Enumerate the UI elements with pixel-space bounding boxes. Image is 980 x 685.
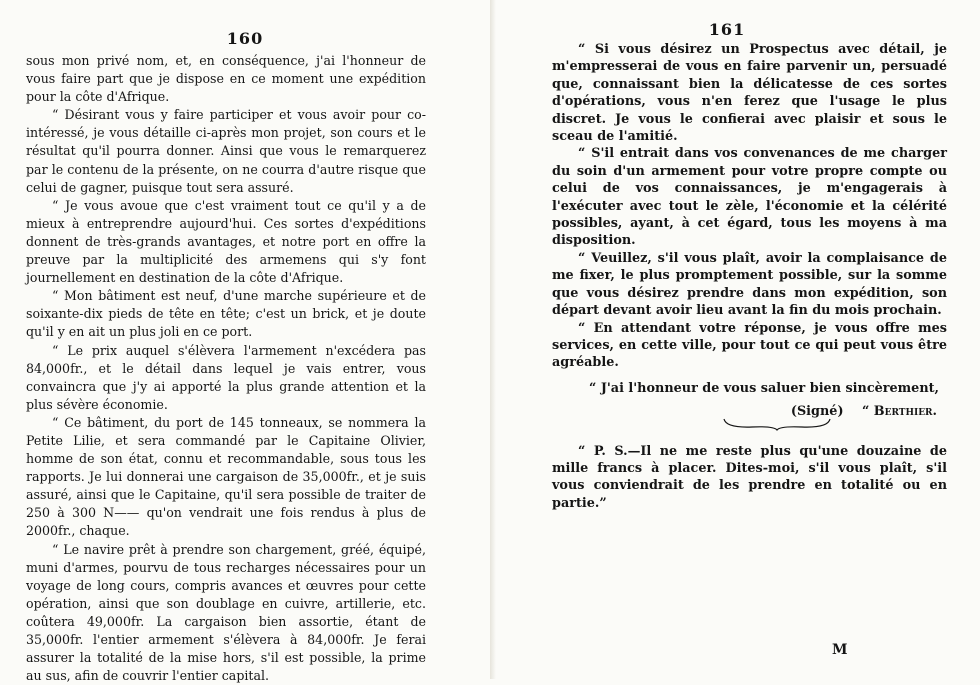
paragraph: “ Si vous désirez un Prospectus avec détail, je m'empresserai de vous en faire parvenir un, persuadé que, connaissant bien la délicatesse de ces sortes d'opérations, vous n'en ferez que l'usage le plus discret. Je vous le confierai avec plaisir et sous le sceau de l'amitié. xyxy=(552,42,947,145)
paragraph: sous mon privé nom, et, en conséquence, j'ai l'honneur de vous faire part que je dispose en ce moment une expédition pour la côte d'Afrique. xyxy=(26,53,426,105)
right-page xyxy=(490,0,980,679)
right-page-body xyxy=(552,41,947,512)
paragraph: “ Le navire prêt à prendre son chargement, gréé, équipé, muni d'armes, pourvu de tous recharges nécessaires pour un voyage de long cours, compris avances et œuvres pour cette opération, ainsi que son doublage en cuivre, artillerie, etc. coûtera 49,000fr. La cargaison bien assortie, étant de 35,000fr. l'entier armement s'élèvera à 84,000fr. Je ferai assurer la totalité de la mise hors, s'il est possible, la prime au sus, afin de couvrir l'entier capital. xyxy=(26,541,426,684)
brace-flourish-icon xyxy=(722,417,832,431)
paragraph: “ Désirant vous y faire participer et vous avoir pour co-intéressé, je vous détaille ci-après mon projet, son cours et le résultat qu'il pourra donner. Ainsi que vous le remarquerez par le contenu de la présente, on ne courra d'autre risque que celui de gagner, puisque tout sera assuré. xyxy=(26,107,426,195)
paragraph: “ Mon bâtiment est neuf, d'une marche supérieure et de soixante-dix pieds de tête en tête; c'est un brick, et je doute qu'il y en ait un plus joli en ce port. xyxy=(26,288,426,340)
author-name: “ Berthier. xyxy=(861,404,937,420)
signed-label: (Signé) xyxy=(790,404,844,420)
signature-line xyxy=(552,403,947,420)
postscript: “ P. S.—Il ne me reste plus qu'une douzaine de mille francs à placer. Dites-moi, s'il vous plaît, s'il vous conviendrait de les prendre en totalité ou en partie.” xyxy=(552,443,947,511)
paragraph: “ Veuillez, s'il vous plaît, avoir la complaisance de me fixer, le plus promptement possible, sur la somme que vous désirez prendre dans mon expédition, son départ devant avoir lieu avant la fin du mois prochain. xyxy=(552,250,947,319)
left-page xyxy=(0,0,490,684)
paragraph: “ S'il entrait dans vos convenances de me charger du soin d'un armement pour votre propre compte ou celui de vos connaissances, je m'engagerais à l'exécuter avec tout le zèle, l'économie et la célérité possibles, ayant, à cet égard, tous les moyens à ma disposition. xyxy=(552,146,947,249)
page-number-right: 161 xyxy=(708,20,746,39)
paragraph: “ Je vous avoue que c'est vraiment tout ce qu'il y a de mieux à entreprendre aujourd'hui. Ces sortes d'expéditions donnent de très-grands avantages, et notre port en offre la preuve par la multiplicité des armemens qui s'y font journellement en destination de la côte d'Afrique. xyxy=(26,197,426,286)
paragraph: “ Le prix auquel s'élèvera l'armement n'excédera pas 84,000fr., et le détail dans lequel je vais entrer, vous convaincra que j'y ai apporté la plus grande attention et la plus sévère économie. xyxy=(26,342,426,412)
closing-line: “ J'ai l'honneur de vous saluer bien sincèrement, xyxy=(589,380,939,396)
paragraph: “ Ce bâtiment, du port de 145 tonneaux, se nommera la Petite Lilie, et sera commandé par le Capitaine Olivier, homme de son état, connu et recommandable, sous tous les rapports. Je lui donnerai une cargaison de 35,000fr., et je suis assuré, ainsi que le Capitaine, qu'il sera possible de traiter de 250 à 300 N—— qu'on vendrait une fois rendus à plus de 2000fr., chaque. xyxy=(26,414,426,539)
left-page-body xyxy=(26,52,426,685)
paragraph: “ En attendant votre réponse, je vous offre mes services, en cette ville, pour tout ce qui peut vous être agréable. xyxy=(552,320,947,371)
page-number-left: 160 xyxy=(226,29,264,48)
signature-mark: M xyxy=(832,642,848,658)
